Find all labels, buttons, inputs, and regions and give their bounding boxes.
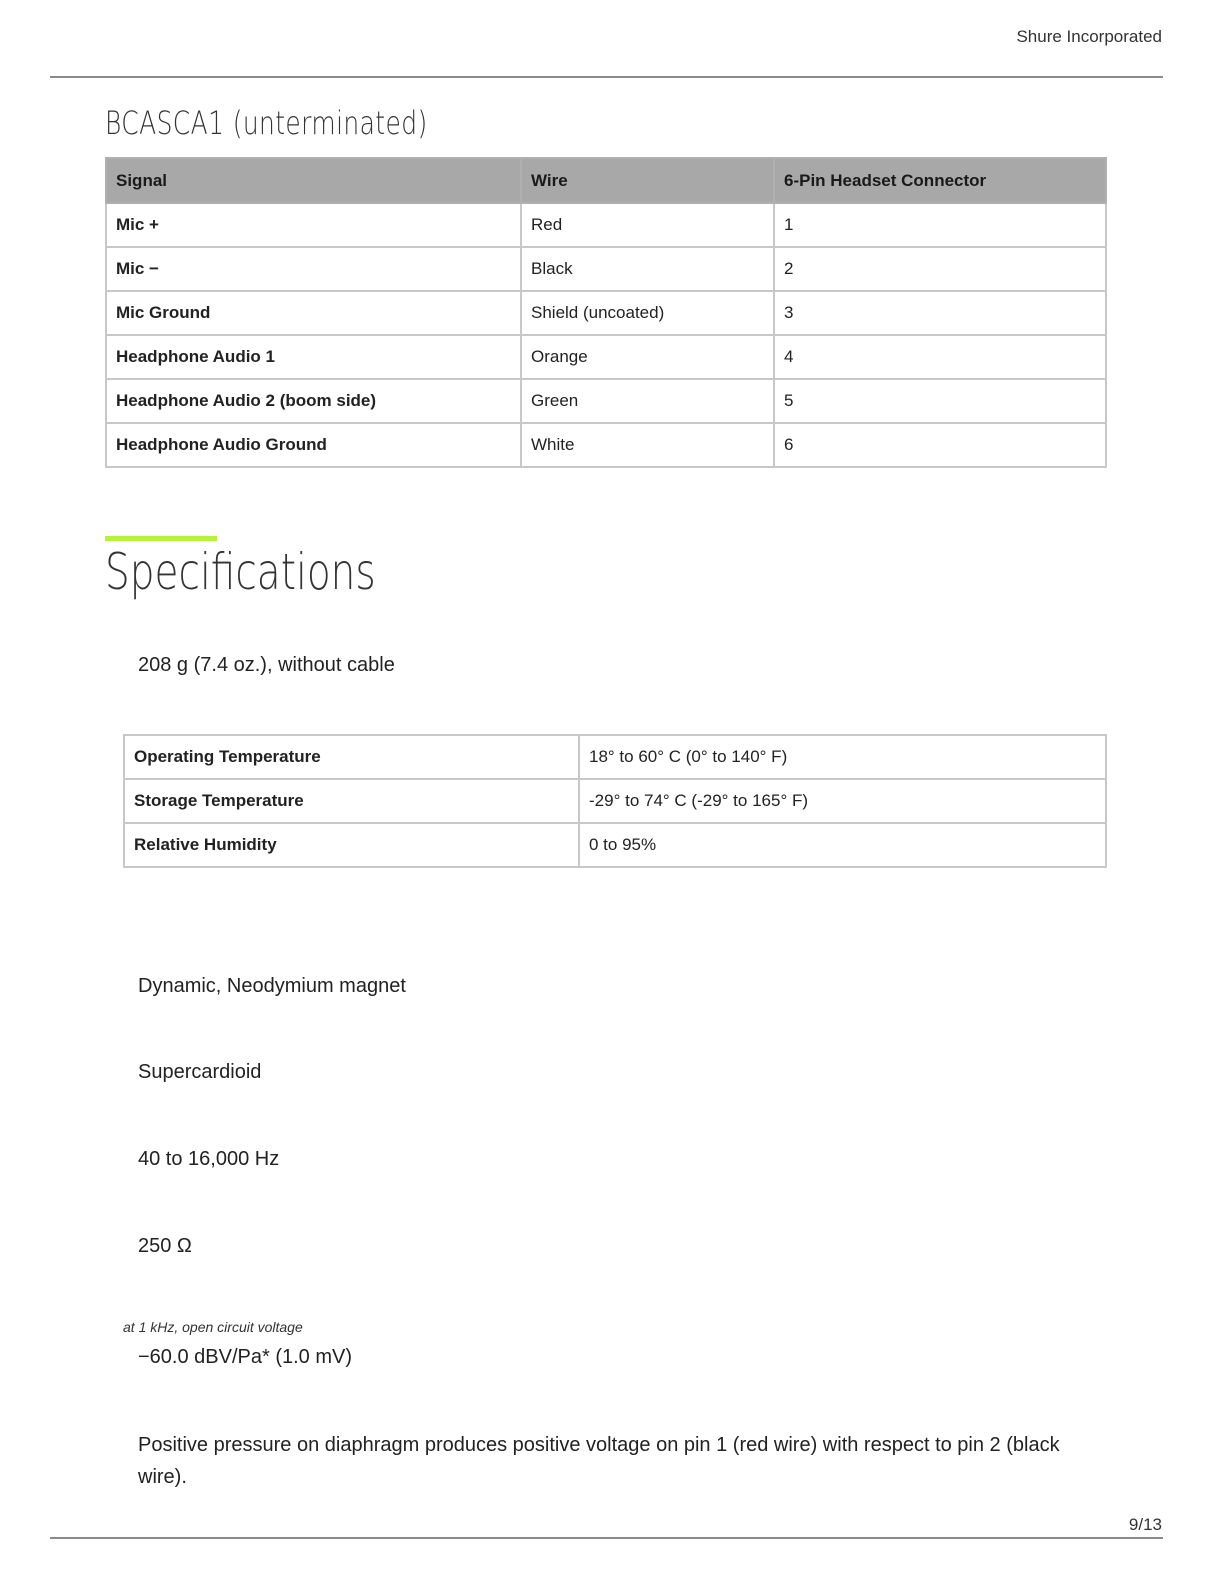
- pin-cell: 4: [774, 335, 1106, 379]
- table-row: [106, 379, 1106, 423]
- signal-cell: Mic −: [106, 247, 521, 291]
- section-title: BCASCA1 (unterminated): [105, 104, 428, 142]
- table-row: [106, 335, 1106, 379]
- frequency-response-value: 40 to 16,000 Hz: [138, 1148, 280, 1170]
- cartridge-type-value: Dynamic, Neodymium magnet: [138, 975, 406, 997]
- wire-cell: Orange: [521, 335, 774, 379]
- polar-pattern-value: Supercardioid: [138, 1061, 262, 1083]
- pin-cell: 5: [774, 379, 1106, 423]
- column-header-wire: Wire: [521, 158, 774, 203]
- pin-cell: 6: [774, 423, 1106, 467]
- spec-value: -29° to 74° C (-29° to 165° F): [579, 779, 1106, 823]
- table-row: [106, 247, 1106, 291]
- wire-cell: Red: [521, 203, 774, 247]
- signal-cell: Headphone Audio 2 (boom side): [106, 379, 521, 423]
- table-row: [124, 735, 1106, 779]
- table-row: [106, 291, 1106, 335]
- sensitivity-value: −60.0 dBV/Pa* (1.0 mV): [138, 1346, 353, 1368]
- sensitivity-note: at 1 kHz, open circuit voltage: [123, 1319, 303, 1335]
- impedance-value: 250 Ω: [138, 1235, 192, 1257]
- environment-table: [123, 734, 1107, 868]
- spec-label: Relative Humidity: [124, 823, 579, 867]
- table-row: [106, 203, 1106, 247]
- polarity-value: Positive pressure on diaphragm produces positive voltage on pin 1 (red wire) with respect to pin 2 (black wire).: [138, 1434, 1060, 1488]
- pin-cell: 2: [774, 247, 1106, 291]
- pin-cell: 1: [774, 203, 1106, 247]
- table-row: [124, 779, 1106, 823]
- signal-cell: Headphone Audio 1: [106, 335, 521, 379]
- column-header-signal: Signal: [106, 158, 521, 203]
- signal-cell: Headphone Audio Ground: [106, 423, 521, 467]
- company-name: Shure Incorporated: [1016, 27, 1162, 46]
- wire-cell: White: [521, 423, 774, 467]
- spec-value: 0 to 95%: [579, 823, 1106, 867]
- pinout-table: [105, 157, 1107, 468]
- specifications-heading: Specifications: [105, 543, 376, 601]
- wire-cell: Shield (uncoated): [521, 291, 774, 335]
- column-header-connector: 6-Pin Headset Connector: [774, 158, 1106, 203]
- footer-divider: [50, 1537, 1163, 1539]
- signal-cell: Mic Ground: [106, 291, 521, 335]
- signal-cell: Mic +: [106, 203, 521, 247]
- table-row: [124, 823, 1106, 867]
- wire-cell: Green: [521, 379, 774, 423]
- spec-label: Storage Temperature: [124, 779, 579, 823]
- page-number: 9/13: [1128, 1515, 1162, 1534]
- spec-value: 18° to 60° C (0° to 140° F): [579, 735, 1106, 779]
- weight-value: 208 g (7.4 oz.), without cable: [138, 654, 395, 676]
- heading-accent-bar: [105, 536, 217, 541]
- table-row: [106, 423, 1106, 467]
- pin-cell: 3: [774, 291, 1106, 335]
- table-header-row: [106, 158, 1106, 203]
- wire-cell: Black: [521, 247, 774, 291]
- spec-label: Operating Temperature: [124, 735, 579, 779]
- header-divider: [50, 76, 1163, 78]
